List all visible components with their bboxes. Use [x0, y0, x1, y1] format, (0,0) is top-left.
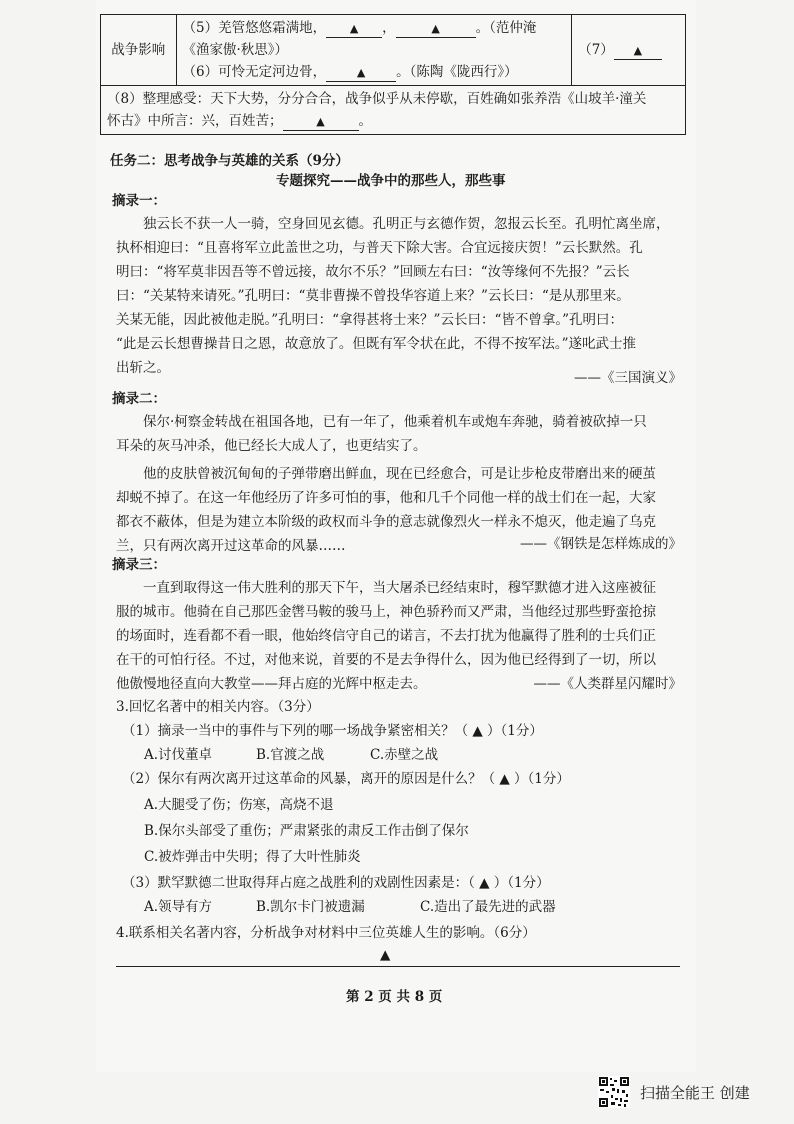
excerpt2-line: 他的皮肤曾被沉甸甸的子弹带磨出鲜血，现在已经愈合，可是让步枪皮带磨出来的硬茧: [143, 466, 656, 482]
q3-sub1-option-c[interactable]: C.赤壁之战: [370, 747, 439, 763]
line6b: 。（陈陶《陇西行》）: [396, 64, 518, 80]
excerpt1-line: “此是云长想曹操昔日之恩，故意放了。但既有军令状在此，不得不按军法。”遂叱武士推: [116, 336, 637, 352]
line8c: 。: [358, 113, 372, 129]
q7-label: （7）: [578, 42, 614, 58]
line5a: （5）羌管悠悠霜满地，: [182, 20, 327, 36]
excerpt2-line: 耳朵的灰马冲杀，他已经长大成人了，也更结实了。: [116, 438, 427, 454]
q3-sub2: （2）保尔有两次离开过这革命的风暴，离开的原因是什么？（ ▲ ）（1分）: [122, 771, 570, 787]
excerpt1-line: 执杯相迎曰：“且喜将军立此盖世之功，与普天下除大害。合宜远接庆贺！”云长默然。孔: [116, 240, 643, 256]
excerpt1-line: 明曰：“将军莫非因吾等不曾远接，故尔不乐？”回顾左右曰：“汝等缘何不先报？”云长: [116, 264, 630, 280]
table-row-8: [101, 86, 686, 135]
task2-heading: 任务二：思考战争与英雄的关系（9分）: [110, 153, 349, 169]
scanner-label: 扫描全能王 创建: [640, 1084, 750, 1102]
q3-sub2-option-a[interactable]: A.大腿受了伤；伤寒，高烧不退: [144, 797, 334, 813]
line5d: 《渔家傲·秋思》）: [182, 42, 289, 58]
table-q7-cell: [572, 15, 686, 86]
excerpt1-text: [116, 212, 680, 380]
line5c: 。（范仲淹: [475, 20, 537, 36]
table-poems-cell: [176, 15, 572, 86]
q4-answer-marker[interactable]: ▲: [380, 947, 391, 963]
scanner-watermark: [598, 1076, 780, 1110]
q4-title: 4.联系相关名著内容，分析战争对材料中三位英雄人生的影响。（6分）: [116, 925, 536, 941]
blank-8[interactable]: ▲: [283, 114, 359, 131]
excerpt3-label: 摘录三：: [112, 557, 166, 573]
excerpt1-line: 关某无能，因此被他走脱。”孔明曰：“拿得甚将士来？”云长曰：“皆不曾拿。”孔明曰：: [116, 312, 624, 328]
line6a: （6）可怜无定河边骨，: [182, 64, 327, 80]
qr-code-icon: [598, 1076, 630, 1108]
q3-sub1-option-b[interactable]: B.官渡之战: [256, 747, 325, 763]
q3-sub1: （1）摘录一当中的事件与下列的哪一场战争紧密相关？（ ▲ ）（1分）: [122, 723, 543, 739]
blank-7[interactable]: ▲: [614, 43, 662, 60]
q3-sub2-option-b[interactable]: B.保尔头部受了重伤；严肃紧张的肃反工作击倒了保尔: [144, 823, 469, 839]
q3-sub1-option-a[interactable]: A.讨伐董卓: [144, 747, 213, 763]
q3-sub3-option-a[interactable]: A.领导有方: [144, 899, 213, 915]
task2-subheading: 专题探究——战争中的那些人，那些事: [276, 173, 506, 189]
excerpt3-line: 的场面时，连看都不看一眼，他始终信守自己的诺言，不去打扰为他赢得了胜利的士兵们正: [116, 628, 656, 644]
table-label: 战争影响: [101, 15, 177, 86]
q3-sub3: （3）默罕默德二世取得拜占庭之战胜利的戏剧性因素是：（ ▲ ）（1分）: [122, 875, 550, 891]
excerpt1-line: 独云长不获一人一骑，空身回见玄德。孔明正与玄德作贺，忽报云长至。孔明忙离坐席，: [143, 216, 670, 232]
excerpt1-source: ——《三国演义》: [574, 370, 682, 386]
blank-6[interactable]: ▲: [326, 65, 396, 82]
excerpt3-source: ——《人类群星闪耀时》: [533, 676, 682, 692]
excerpt1-line: 出斩之。: [116, 360, 170, 376]
excerpt2-line: 保尔·柯察金转战在祖国各地，已有一年了，他乘着机车或炮车奔驰，骑着被砍掉一只: [143, 414, 647, 430]
excerpt1-label: 摘录一：: [112, 193, 166, 209]
line8b: 怀古》中所言：兴，百姓苦；: [107, 113, 283, 129]
excerpt3-line: 他傲慢地径直向大教堂——拜占庭的光辉中枢走去。: [116, 676, 427, 692]
excerpt2-source: ——《钢铁是怎样炼成的》: [520, 536, 682, 552]
war-impact-table: [100, 14, 686, 135]
excerpt3-line: 在干的可怕行径。不过，对他来说，首要的不是去争得什么，因为他已经得到了一切，所以: [116, 652, 656, 668]
line5b: ，: [382, 20, 396, 36]
blank-5-1[interactable]: ▲: [326, 21, 382, 38]
excerpt2-line: 都衣不蔽体，但是为建立本阶级的政权而斗争的意志就像烈火一样永不熄灭，他走遍了乌克: [116, 514, 656, 530]
q3-title: 3.回忆名著中的相关内容。（3分）: [116, 699, 320, 715]
q3-sub3-option-c[interactable]: C.造出了最先进的武器: [420, 899, 556, 915]
page-footer: 第 2 页 共 8 页: [346, 989, 443, 1005]
excerpt2-line: 兰，只有两次离开过这革命的风暴……: [116, 538, 346, 554]
excerpt3-line: 服的城市。他骑在自己那匹金辔马鞍的骏马上，神色骄矜而又严肃，当他经过那些野蛮抢掠: [116, 604, 656, 620]
line8a: （8）整理感受：天下大势，分分合合，战争似乎从未停歇，百姓确如张养浩《山坡羊·潼关: [107, 91, 647, 107]
excerpt3-line: 一直到取得这一伟大胜利的那天下午，当大屠杀已经结束时，穆罕默德才进入这座被征: [143, 580, 656, 596]
excerpt1-line: 曰：“关某特来请死。”孔明曰：“莫非曹操不曾投华容道上来？”云长曰：“是从那里来。: [116, 288, 630, 304]
blank-5-2[interactable]: ▲: [396, 21, 476, 38]
excerpt2-label: 摘录二：: [112, 391, 166, 407]
excerpt2-line: 却蜕不掉了。在这一年他经历了许多可怕的事，他和几千个同他一样的战士们在一起，大家: [116, 490, 656, 506]
q3-sub2-option-c[interactable]: C.被炸弹击中失明；得了大叶性肺炎: [144, 849, 361, 865]
q3-sub3-option-b[interactable]: B.凯尔卡门被遗漏: [256, 899, 365, 915]
excerpt2-para1: [116, 410, 680, 458]
answer-line: [116, 966, 680, 967]
